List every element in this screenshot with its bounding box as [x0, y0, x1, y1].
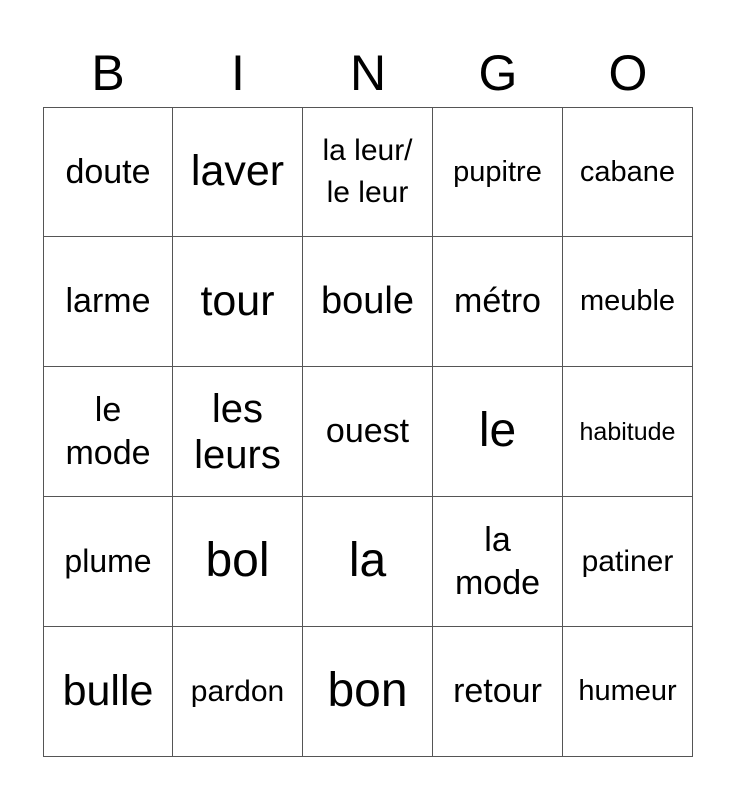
bingo-cell[interactable]: habitude — [563, 367, 693, 497]
bingo-cell[interactable]: plume — [43, 497, 173, 627]
header-letter-g: G — [478, 45, 518, 101]
bingo-cell[interactable]: larme — [43, 237, 173, 367]
bingo-cell[interactable]: retour — [433, 627, 563, 757]
bingo-cell[interactable]: ouest — [303, 367, 433, 497]
bingo-cell[interactable]: bol — [173, 497, 303, 627]
bingo-cell[interactable]: cabane — [563, 107, 693, 237]
bingo-cell[interactable]: les leurs — [173, 367, 303, 497]
bingo-header — [43, 40, 693, 106]
bingo-cell[interactable]: le — [433, 367, 563, 497]
bingo-cell[interactable]: la leur/ le leur — [303, 107, 433, 237]
bingo-cell[interactable]: la — [303, 497, 433, 627]
bingo-cell[interactable]: pupitre — [433, 107, 563, 237]
bingo-cell[interactable]: pardon — [173, 627, 303, 757]
bingo-cell[interactable]: métro — [433, 237, 563, 367]
header-letter-b: B — [91, 45, 125, 101]
header-letter-n: N — [349, 45, 387, 101]
bingo-cell[interactable]: bon — [303, 627, 433, 757]
header-letter-i: I — [231, 45, 245, 101]
bingo-board — [43, 107, 693, 757]
bingo-cell[interactable]: le mode — [43, 367, 173, 497]
bingo-cell[interactable]: meuble — [563, 237, 693, 367]
bingo-cell[interactable]: la mode — [433, 497, 563, 627]
header-letter-o: O — [608, 45, 648, 101]
bingo-cell[interactable]: doute — [43, 107, 173, 237]
bingo-cell[interactable]: tour — [173, 237, 303, 367]
bingo-cell[interactable]: humeur — [563, 627, 693, 757]
bingo-cell[interactable]: patiner — [563, 497, 693, 627]
bingo-cell[interactable]: bulle — [43, 627, 173, 757]
bingo-cell[interactable]: boule — [303, 237, 433, 367]
bingo-cell[interactable]: laver — [173, 107, 303, 237]
